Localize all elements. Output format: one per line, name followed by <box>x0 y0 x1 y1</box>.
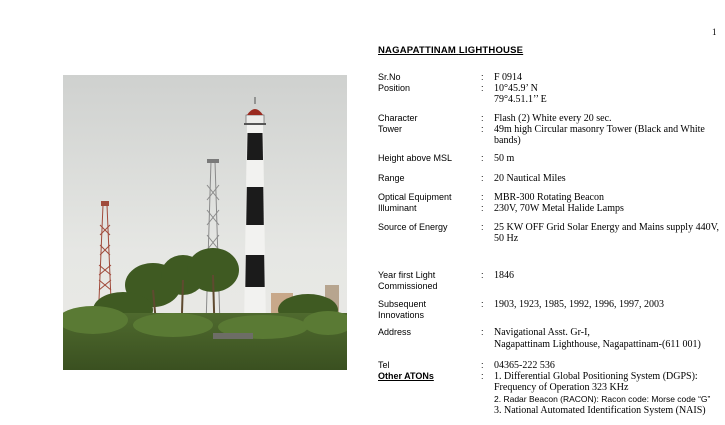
field-label: Tel <box>378 360 390 370</box>
field-label: Subsequent <box>378 299 427 309</box>
field-colon: : <box>481 153 484 163</box>
field-value: F 0914 <box>494 72 523 83</box>
field-value: 04365-222 536 <box>494 360 555 371</box>
field-value: Flash (2) White every 20 sec. <box>494 113 612 124</box>
field-colon: : <box>481 222 484 232</box>
other-atons-item-2: 2. Radar Beacon (RACON): Racon code: Morse code “G” <box>494 394 711 404</box>
other-atons-item-1: 1. Differential Global Positioning System (DGPS): <box>494 371 698 382</box>
field-position <box>378 83 725 105</box>
field-value-line-2: 50 Hz <box>494 233 519 244</box>
field-address <box>378 327 725 349</box>
field-height <box>378 153 725 173</box>
field-label: Illuminant <box>378 203 417 213</box>
field-colon: : <box>481 203 484 213</box>
field-colon: : <box>481 371 484 381</box>
field-label: Year first Light <box>378 270 436 280</box>
field-colon: : <box>481 192 484 202</box>
field-colon: : <box>481 83 484 93</box>
field-subsequent-innovations <box>378 299 725 321</box>
field-label: Sr.No <box>378 72 401 82</box>
field-value: 1903, 1923, 1985, 1992, 1996, 1997, 2003 <box>494 299 664 310</box>
field-label: Source of Energy <box>378 222 448 232</box>
field-value: 49m high Circular masonry Tower (Black and White <box>494 124 705 135</box>
field-value-line-2: Nagapattinam Lighthouse, Nagapattinam-(611 001) <box>494 339 701 350</box>
field-label: Character <box>378 113 418 123</box>
title-part-1: NAGAPATTINAM <box>378 45 457 56</box>
field-value: 230V, 70W Metal Halide Lamps <box>494 203 624 214</box>
field-value-line-2: bands) <box>494 135 521 146</box>
field-colon: : <box>481 299 484 309</box>
field-colon: : <box>481 173 484 183</box>
field-colon: : <box>481 72 484 82</box>
title-part-2: LIGHTHOUSE <box>458 45 524 56</box>
field-source-of-energy <box>378 222 725 244</box>
field-colon: : <box>481 270 484 280</box>
field-label: Tower <box>378 124 403 134</box>
field-colon: : <box>481 327 484 337</box>
other-atons-item-1-detail: Frequency of Operation 323 KHz <box>494 382 629 393</box>
field-tower <box>378 124 725 146</box>
other-atons-label: Other ATONs <box>378 371 434 381</box>
field-illuminant <box>378 203 725 223</box>
field-value-line-2: 79°4.51.1’’ E <box>494 94 547 105</box>
field-value: 1846 <box>494 270 514 281</box>
field-other-atons <box>378 371 725 421</box>
field-label-line-2: Innovations <box>378 310 425 320</box>
field-value: Navigational Asst. Gr-I, <box>494 327 590 338</box>
page-number: 1 <box>712 27 717 37</box>
page-title <box>378 45 523 56</box>
field-colon: : <box>481 113 484 123</box>
lighthouse-photo <box>63 75 347 370</box>
field-range <box>378 173 725 193</box>
field-value: 20 Nautical Miles <box>494 173 566 184</box>
field-label: Address <box>378 327 412 337</box>
other-atons-item-3: 3. National Automated Identification System (NAIS) <box>494 405 706 416</box>
field-label: Range <box>378 173 405 183</box>
field-label-line-2: Commissioned <box>378 281 438 291</box>
field-value: 25 KW OFF Grid Solar Energy and Mains supply 440V, <box>494 222 719 233</box>
field-value: 50 m <box>494 153 515 164</box>
field-value: 10°45.9’ N <box>494 83 538 94</box>
field-label: Position <box>378 83 411 93</box>
field-colon: : <box>481 124 484 134</box>
field-value: MBR-300 Rotating Beacon <box>494 192 604 203</box>
field-label: Height above MSL <box>378 153 453 163</box>
field-label: Optical Equipment <box>378 192 452 202</box>
field-colon: : <box>481 360 484 370</box>
field-year-first-light <box>378 270 725 292</box>
